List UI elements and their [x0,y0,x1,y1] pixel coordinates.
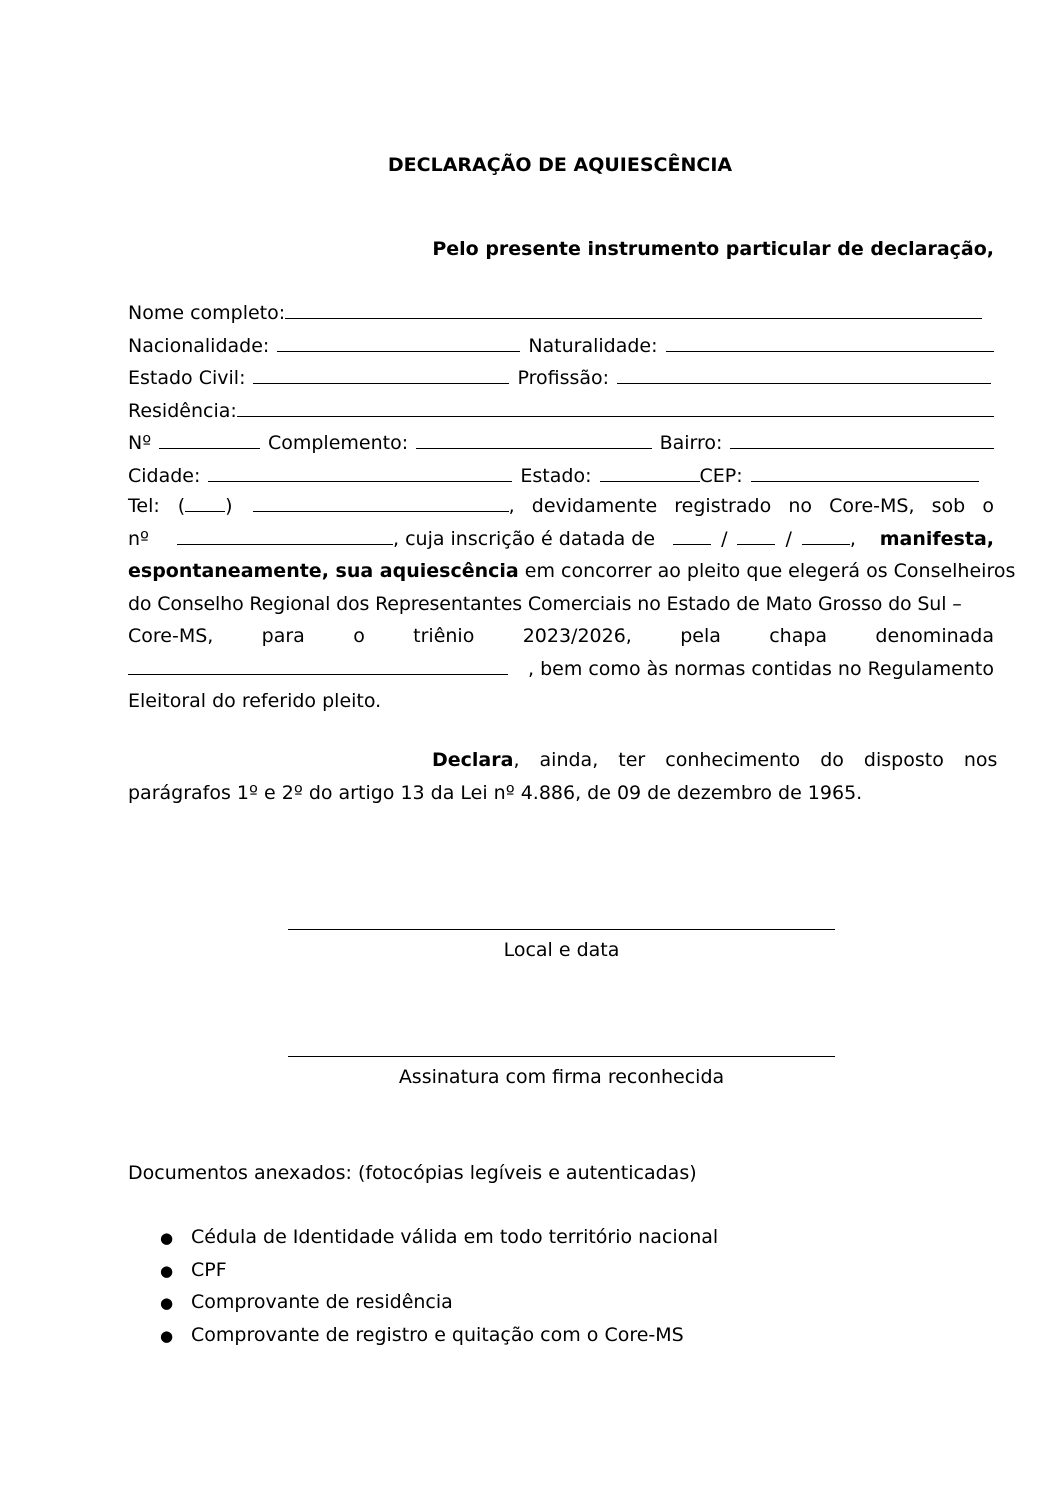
label-complemento: Complemento: [267,432,409,455]
label-estado: Estado: [520,464,592,487]
field-naturalidade[interactable] [666,333,994,352]
line-eleitoral [128,685,994,718]
document-item-label: CPF [191,1258,227,1281]
tel-paren-open: ( [177,495,186,517]
bullet-icon: ● [160,1229,174,1247]
text-denominada: denominada [875,625,994,647]
text-chapa: chapa [769,625,828,647]
text-declara-rest: , ainda, ter conhecimento do disposto nos [513,749,998,771]
text-eleitoral: Eleitoral do referido pleito. [128,690,382,712]
document-item-label: Comprovante de registro e quitação com o Core-MS [191,1323,684,1346]
field-estado-civil[interactable] [253,365,509,384]
text-anos: 2023/2026, [522,625,632,647]
text-inscricao: , cuja inscrição é datada de [393,527,656,550]
text-core-ms: Core-MS, [128,625,214,647]
line-chapa [128,653,994,686]
field-ddd[interactable] [185,493,225,512]
text-declara-bold: Declara [432,749,514,771]
field-nome[interactable] [285,300,982,319]
document-title: DECLARAÇÃO DE AQUIESCÊNCIA [387,154,733,176]
line-espontaneamente [128,555,1016,588]
date-separator-1: / [721,527,728,550]
row-endereco [128,430,994,463]
field-chapa[interactable] [128,655,508,674]
line-trienio [128,620,994,653]
text-concorrer: em concorrer ao pleito que elegerá os Conselheiros [518,560,1016,582]
row-nome [128,300,994,333]
field-data-ano[interactable] [802,525,850,544]
field-telefone[interactable] [253,493,509,512]
text-manifesta: manifesta, [879,527,994,550]
row-nacionalidade [128,333,994,366]
field-cep[interactable] [751,463,979,482]
document-item-label: Cédula de Identidade válida em todo território nacional [191,1226,719,1248]
row-estado-civil [128,365,994,398]
field-estado[interactable] [600,463,700,482]
text-para: para [261,625,305,647]
date-comma: , [849,527,856,550]
label-cep: CEP: [699,464,743,487]
label-bairro: Bairro: [659,432,723,455]
field-numero[interactable] [159,430,260,449]
text-o: o [353,625,365,647]
field-cidade[interactable] [208,463,512,482]
label-numero: Nº [128,432,152,455]
bullet-icon: ● [160,1294,174,1312]
documents-title: Documentos anexados: (fotocópias legíveis e autenticadas) [128,1162,697,1184]
label-nacionalidade: Nacionalidade: [128,334,270,357]
field-profissao[interactable] [617,365,991,384]
label-profissao: Profissão: [517,367,610,390]
line-inscricao [128,523,994,556]
assinatura-label: Assinatura com firma reconhecida [398,1066,725,1088]
label-naturalidade: Naturalidade: [528,334,658,357]
text-conselho: do Conselho Regional dos Representantes Comerciais no Estado de Mato Grosso do Sul – [128,592,962,615]
tel-paren-close: ) [225,495,233,517]
field-residencia[interactable] [237,398,994,417]
line-declara-2 [128,777,994,810]
bullet-icon: ● [160,1326,174,1345]
declara-paragraph [128,744,998,809]
documents-list [160,1226,718,1356]
bullet-icon: ● [160,1261,174,1280]
date-separator-2: / [785,527,792,550]
label-nome: Nome completo: [128,302,286,325]
document-item-label: Comprovante de residência [191,1291,453,1313]
assinatura-line[interactable] [288,1056,835,1057]
intro-statement: Pelo presente instrumento particular de declaração, [432,238,994,260]
row-residencia [128,398,994,431]
field-nacionalidade[interactable] [277,333,520,352]
field-bairro[interactable] [730,430,994,449]
line-tel [128,490,994,523]
label-estado-civil: Estado Civil: [128,367,246,390]
list-item [160,1291,718,1324]
declarant-form [128,300,994,495]
list-item [160,1259,718,1292]
label-residencia: Residência: [128,399,237,422]
line-conselho [128,588,994,621]
field-data-dia[interactable] [673,525,711,544]
local-data-line[interactable] [288,929,835,930]
field-complemento[interactable] [416,430,651,449]
field-registro-numero[interactable] [177,525,393,544]
local-data-label: Local e data [503,939,620,961]
text-pela: pela [680,625,721,647]
text-declara-line2: parágrafos 1º e 2º do artigo 13 da Lei nº 4.886, de 09 de dezembro de 1965. [128,781,863,804]
text-normas: , bem como às normas contidas no Regulamento [527,657,994,680]
label-registro-numero: nº [128,527,149,550]
label-tel: Tel: [128,495,160,517]
line-declara-1 [128,744,998,777]
field-data-mes[interactable] [737,525,775,544]
text-espontaneamente: espontaneamente, sua aquiescência [128,560,519,582]
text-trienio: triênio [413,625,475,647]
label-cidade: Cidade: [128,464,201,487]
declaration-paragraph [128,490,1016,718]
list-item [160,1226,718,1259]
list-item [160,1324,718,1357]
text-tel-tail: , devidamente registrado no Core-MS, sob o [508,495,994,517]
